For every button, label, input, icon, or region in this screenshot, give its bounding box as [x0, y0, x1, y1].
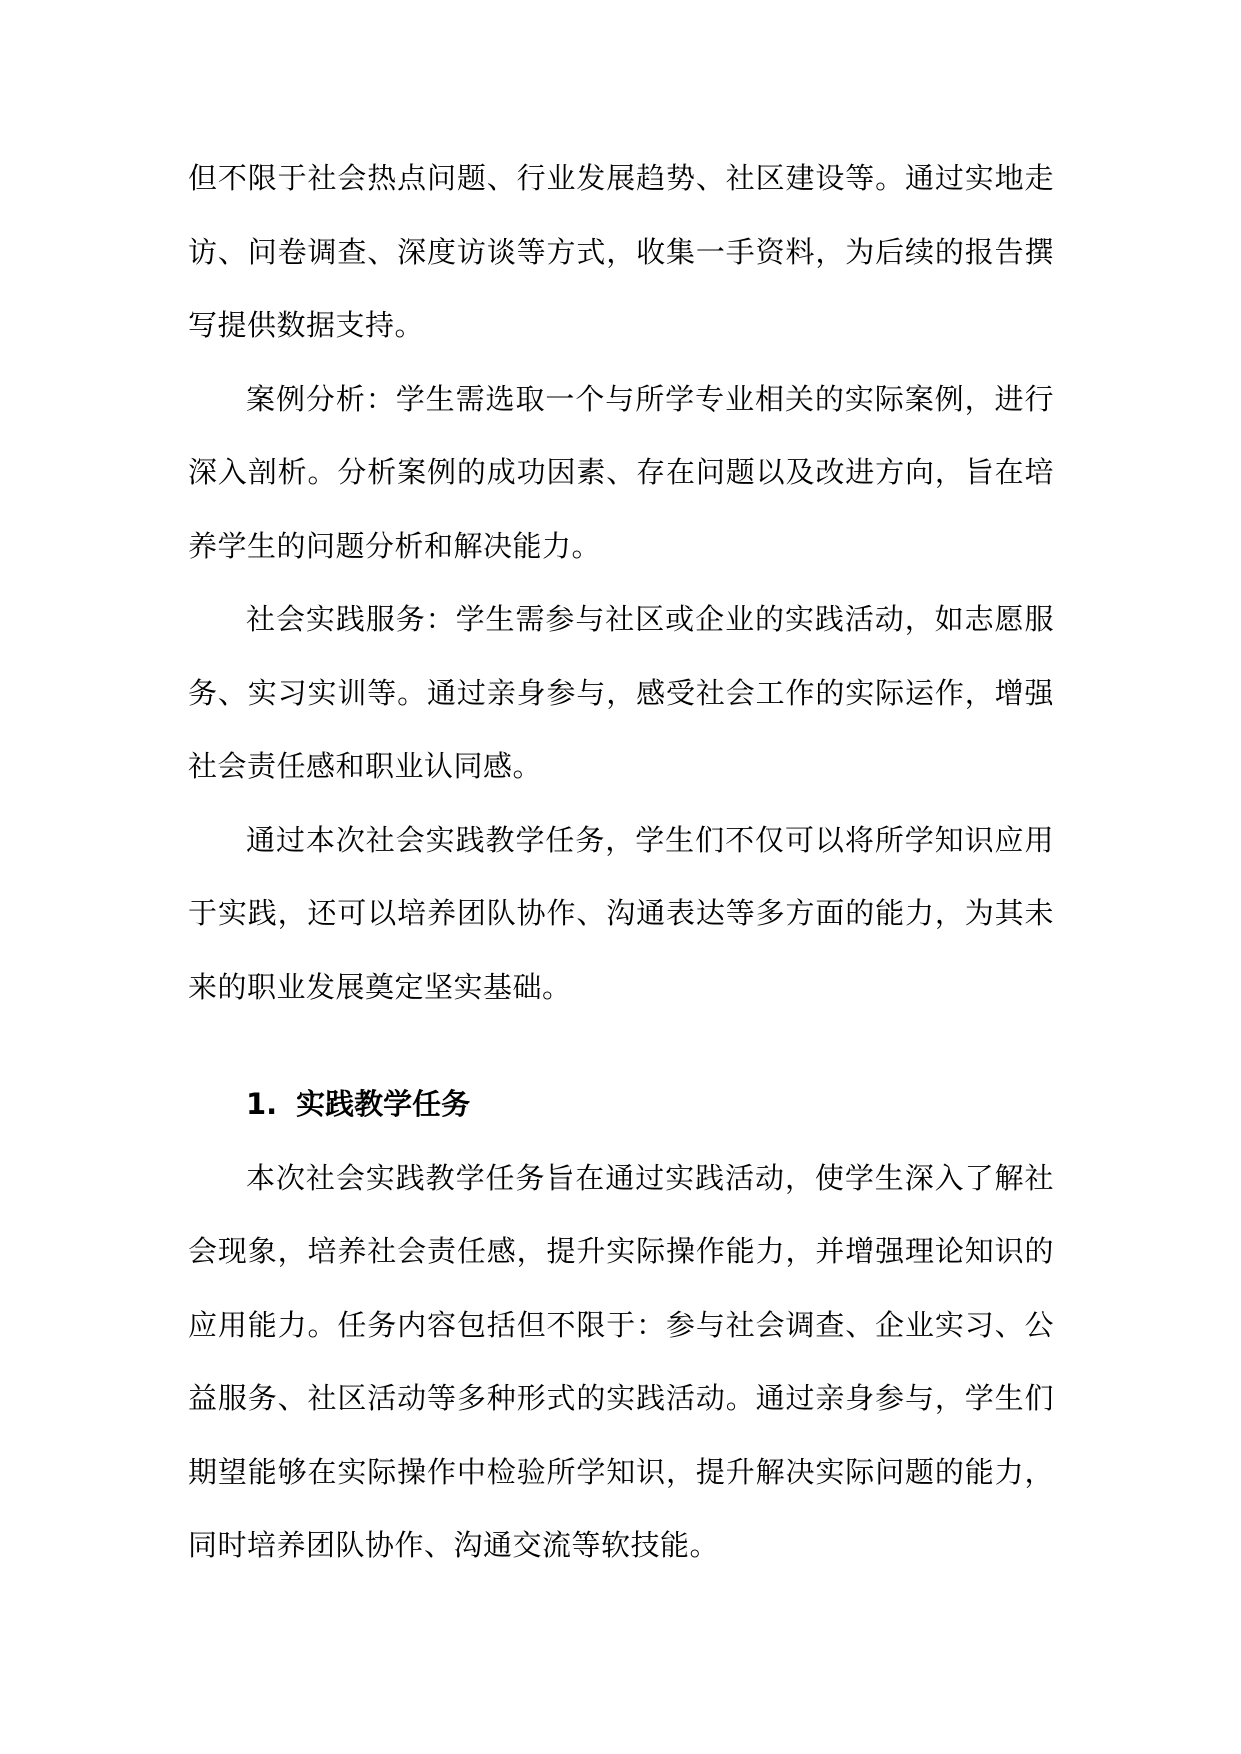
section-number: 1. — [246, 1087, 278, 1121]
paragraph-continuation: 但不限于社会热点问题、行业发展趋势、社区建设等。通过实地走访、问卷调查、深度访谈等方式，收集一手资料，为后续的报告撰写提供数据支持。 — [188, 161, 1054, 342]
section-heading — [188, 1068, 1054, 1142]
section-title: 实践教学任务 — [296, 1087, 471, 1121]
paragraph-summary: 通过本次社会实践教学任务，学生们不仅可以将所学知识应用于实践，还可以培养团队协作、沟通表达等多方面的能力，为其未来的职业发展奠定坚实基础。 — [188, 822, 1054, 1004]
document-body — [188, 142, 1054, 1583]
paragraph-social-service: 社会实践服务：学生需参与社区或企业的实践活动，如志愿服务、实习实训等。通过亲身参与，感受社会工作的实际运作，增强社会责任感和职业认同感。 — [188, 602, 1054, 783]
paragraph-case-analysis: 案例分析：学生需选取一个与所学专业相关的实际案例，进行深入剖析。分析案例的成功因素、存在问题以及改进方向，旨在培养学生的问题分析和解决能力。 — [188, 381, 1054, 563]
paragraph-task-description: 本次社会实践教学任务旨在通过实践活动，使学生深入了解社会现象，培养社会责任感，提升实际操作能力，并增强理论知识的应用能力。任务内容包括但不限于：参与社会调查、企业实习、公益服务、社区活动等多种形式的实践活动。通过亲身参与，学生们期望能够在实际操作中检验所学知识，提升解决实际问题的能力，同时培养团队协作、沟通交流等软技能。 — [188, 1160, 1054, 1562]
